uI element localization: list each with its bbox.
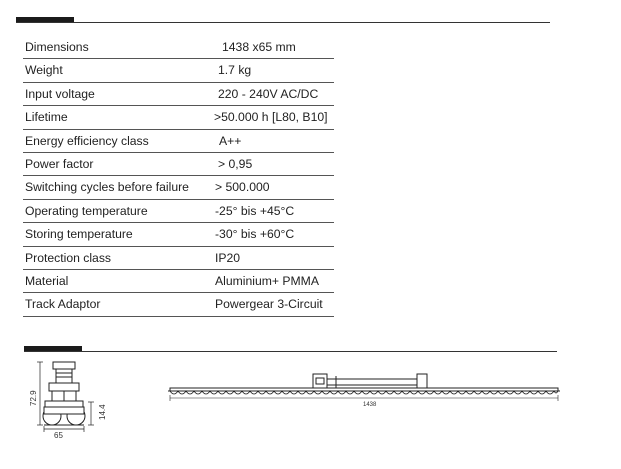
spec-value: Aluminium+ PMMA — [215, 273, 319, 288]
spec-value: -25° bis +45°C — [215, 203, 295, 218]
spec-value: 1.7 kg — [218, 63, 252, 78]
spec-label: Switching cycles before failure — [25, 180, 189, 195]
spec-label: Track Adaptor — [25, 297, 101, 312]
spec-label: Protection class — [25, 250, 112, 265]
spec-value: 1438 x65 mm — [222, 40, 296, 54]
spec-label: Operating temperature — [25, 203, 148, 218]
spec-value: > 0,95 — [218, 156, 253, 171]
width-dim-label: 65 — [54, 431, 63, 440]
spec-label: Dimensions — [25, 40, 89, 54]
spec-label: Material — [25, 273, 69, 288]
profile-dim-label: 14.4 — [98, 404, 107, 420]
spec-label: Storing temperature — [25, 227, 133, 242]
spec-value: Powergear 3-Circuit — [215, 297, 323, 312]
spec-label: Weight — [25, 63, 63, 78]
height-dim-label: 72.9 — [29, 390, 38, 406]
spec-value: 220 - 240V AC/DC — [218, 86, 319, 101]
spec-label: Power factor — [25, 156, 94, 171]
side-view-drawing — [168, 374, 560, 401]
spec-value: IP20 — [215, 250, 241, 265]
spec-value: >50.000 h [L80, B10] — [214, 110, 328, 125]
spec-value: -30° bis +60°C — [215, 227, 295, 242]
spec-value: > 500.000 — [215, 180, 270, 195]
spec-label: Input voltage — [25, 86, 95, 101]
spec-value: A++ — [219, 133, 242, 148]
length-dim-label: 1438 — [363, 402, 377, 408]
spec-label: Energy efficiency class — [25, 133, 149, 148]
cross-section-drawing — [37, 362, 94, 432]
spec-label: Lifetime — [25, 110, 68, 125]
